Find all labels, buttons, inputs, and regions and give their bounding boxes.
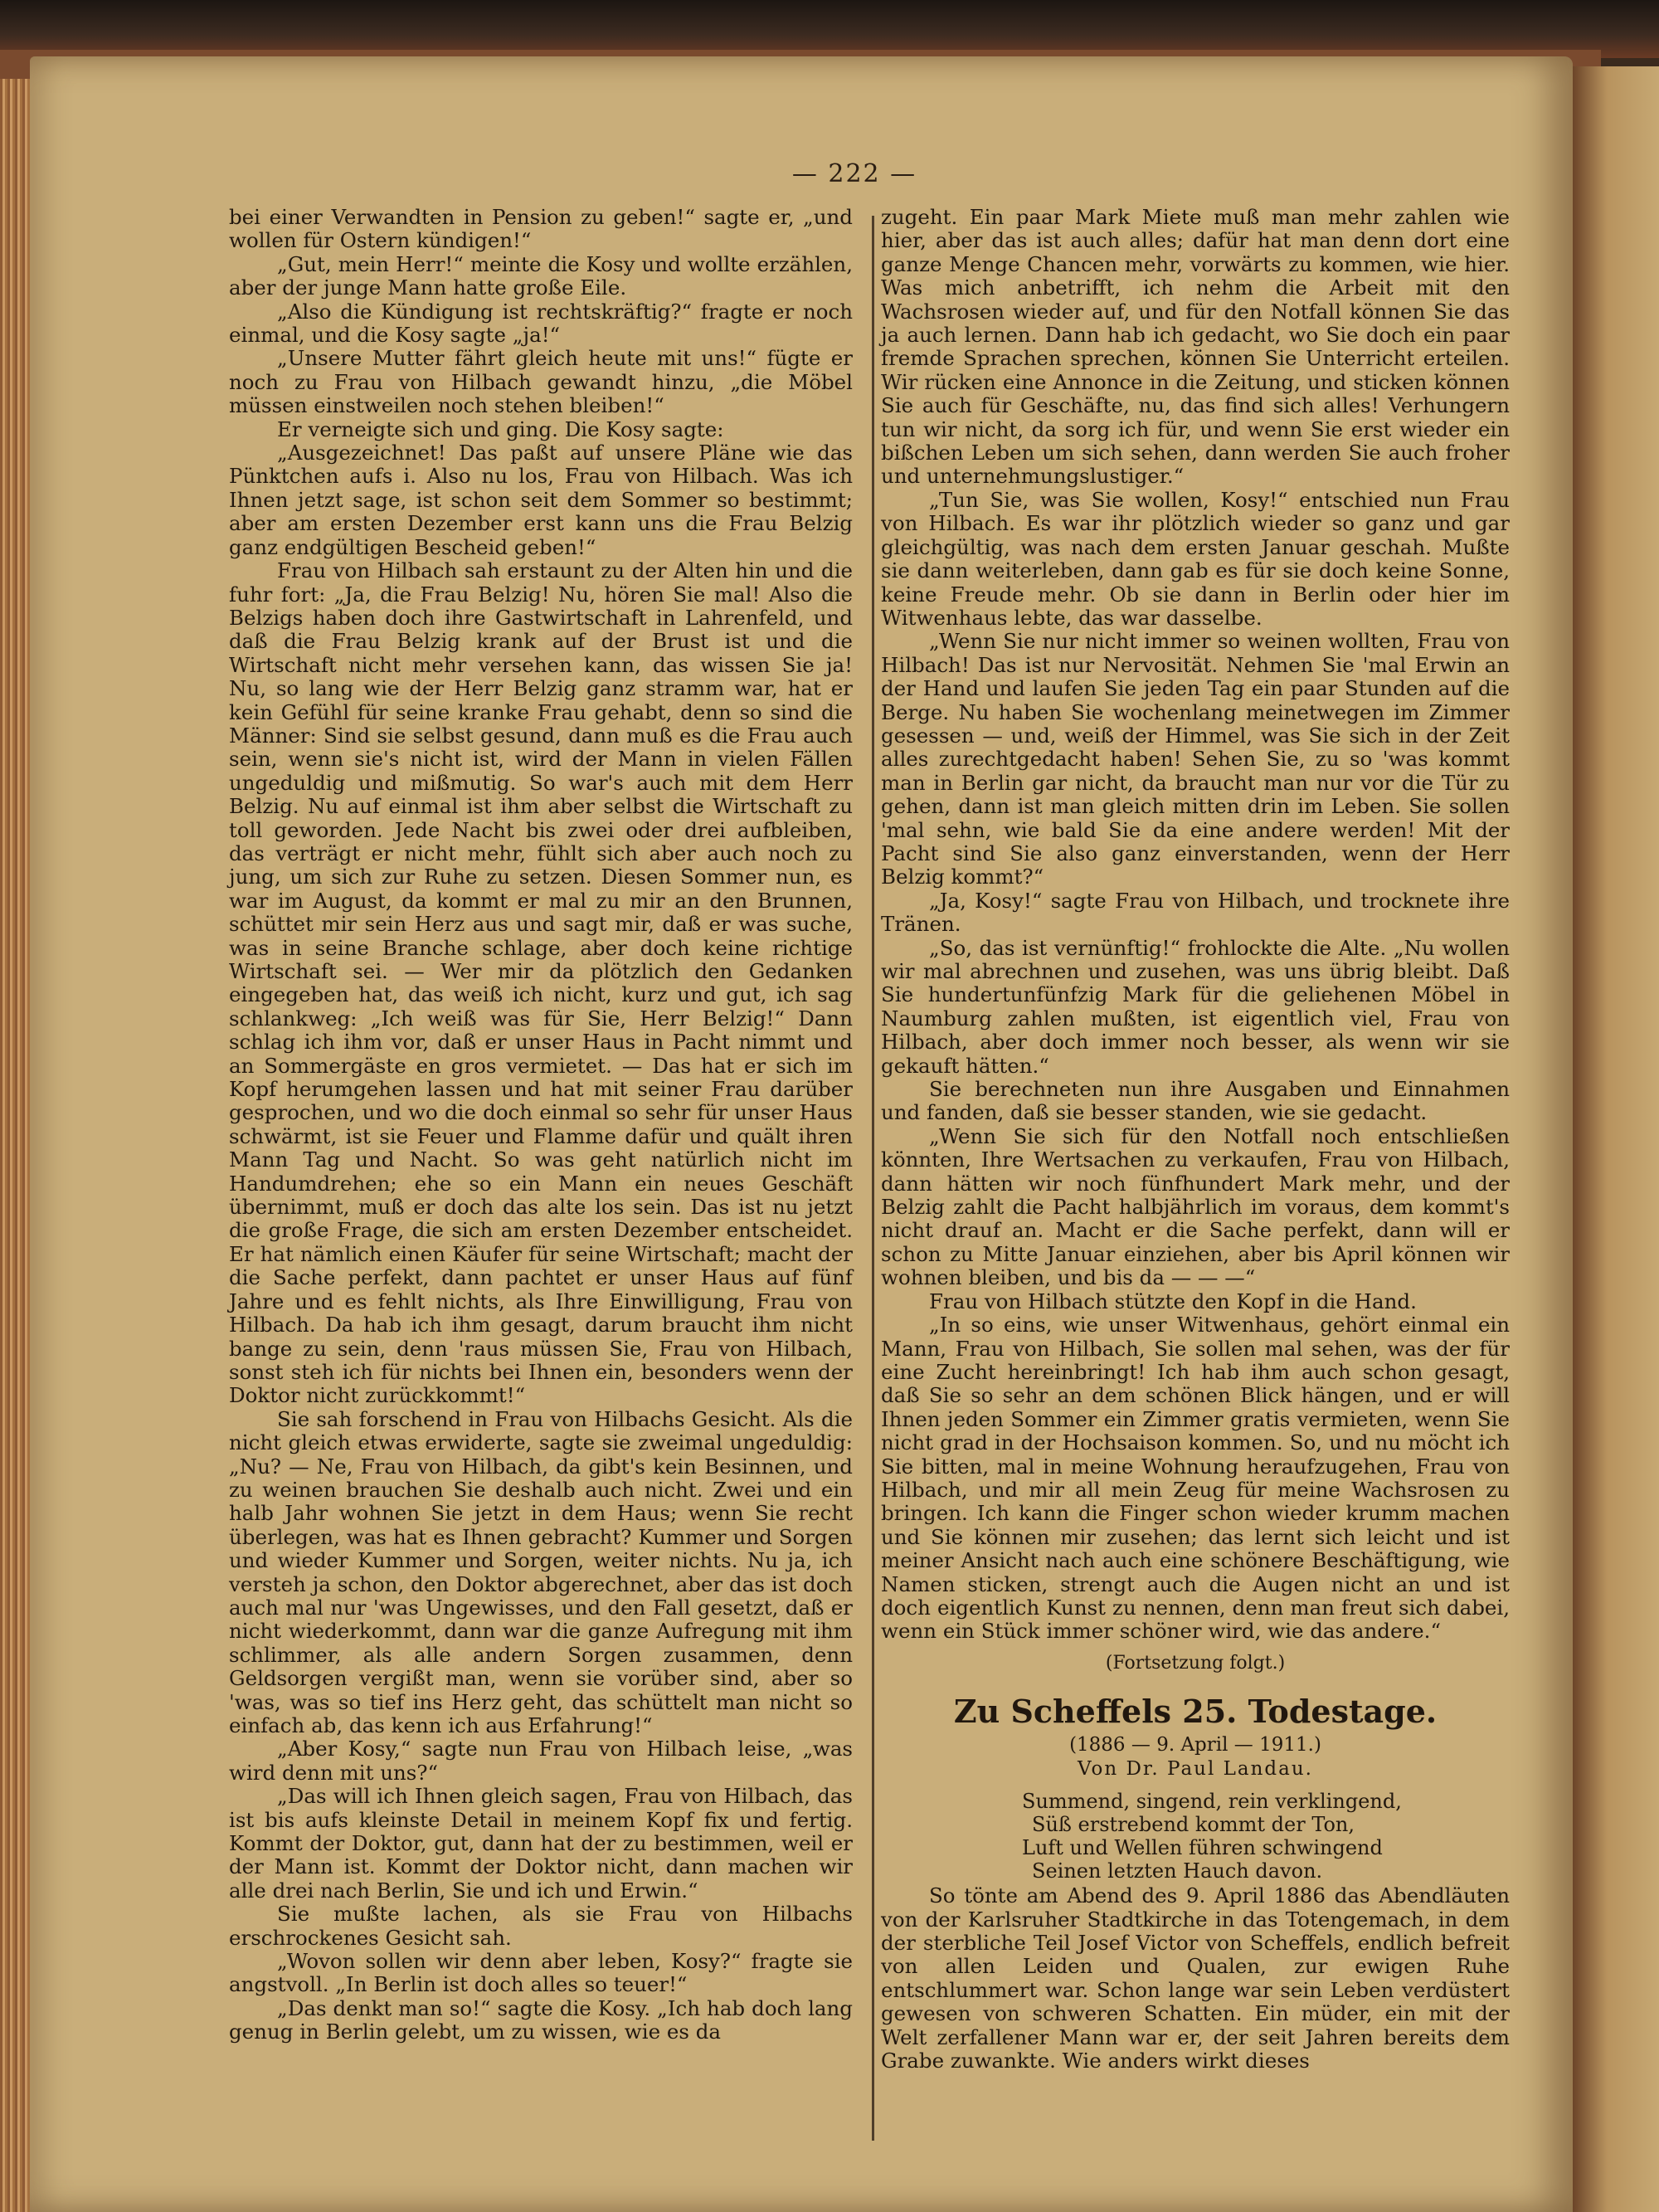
paragraph: So tönte am Abend des 9. April 1886 das Abendläuten von der Karlsruher Stadtkirche in das Totengemach, in dem der sterbliche Teil Josef Victor von Scheffels, endlich befreit von allen Leiden und Qualen, zur ewigen Ruhe entschlummert war. Schon lange war sein Leben verdüstert gewesen von schweren Schatten. Ein müder, ein mit der Welt zerfallener Mann war er, der seit Jahren bereits dem Grabe zuwankte. Wie anders wirkt dieses — [881, 1883, 1510, 2073]
article-dates: (1886 — 9. April — 1911.) — [1069, 1734, 1321, 1756]
continuation-note: (Fortsetzung folgt.) — [1105, 1652, 1286, 1674]
paragraph: bei einer Verwandten in Pension zu geben!“ sagte er, „und wollen für Ostern kündigen!“ — [229, 205, 853, 253]
paragraph: „Gut, mein Herr!“ meinte die Kosy und wollte erzählen, aber der junge Mann hatte große Eile. — [229, 251, 853, 300]
poem-line: Luft und Wellen führen schwingend — [1022, 1836, 1383, 1860]
facing-page-edge — [1573, 66, 1659, 2212]
article-title: Zu Scheffels 25. Todestage. — [953, 1693, 1438, 1731]
paragraph: „Aber Kosy,“ sagte nun Frau von Hilbach leise, „was wird denn mit uns?“ — [229, 1737, 853, 1785]
paragraph: Er verneigte sich und ging. Die Kosy sagte: — [277, 417, 724, 441]
paragraph: „Wovon sollen wir denn aber leben, Kosy?“ fragte sie angstvoll. „In Berlin ist doch alles so teuer!“ — [229, 1949, 853, 1997]
paragraph: Frau von Hilbach stützte den Kopf in die Hand. — [929, 1289, 1417, 1313]
paragraph: Sie berechneten nun ihre Ausgaben und Einnahmen und fanden, daß sie besser standen, wie sie gedacht. — [881, 1077, 1510, 1125]
paragraph: „Das will ich Ihnen gleich sagen, Frau von Hilbach, das ist bis aufs kleinste Detail in meinem Kopf fix und fertig. Kommt der Doktor, gut, dann hat der zu bestimmen, weil er der Mann ist. Kommt der Doktor nicht, dann machen wir alle drei nach Berlin, Sie und ich und Erwin.“ — [229, 1784, 853, 1903]
poem-line: Seinen letzten Hauch davon. — [1032, 1859, 1323, 1883]
paragraph: „So, das ist vernünftig!“ frohlockte die Alte. „Nu wollen wir mal abrechnen und zusehen, was uns übrig bleibt. Daß Sie hundertunfünfzig Mark für die geliehenen Möbel in Naumburg zahlen mußten, ist eigentlich viel, Frau von Hilbach, aber doch immer noch besser, als wenn wir sie gekauft hätten.“ — [881, 935, 1510, 1078]
poem — [1022, 1790, 1510, 1883]
paragraph: „Das denkt man so!“ sagte die Kosy. „Ich hab doch lang genug in Berlin gelebt, um zu wissen, wie es da — [229, 1995, 853, 2044]
paragraph: „Tun Sie, was Sie wollen, Kosy!“ entschied nun Frau von Hilbach. Es war ihr plötzlich wieder so ganz und gar gleichgültig, was nach dem ersten Januar geschah. Mußte sie dann weiterleben, dann gab es für sie doch keine Sonne, keine Freude mehr. Ob sie dann in Berlin oder hier im Witwenhaus lebte, das war dasselbe. — [881, 487, 1510, 630]
paragraph: „Wenn Sie sich für den Notfall noch entschließen könnten, Ihre Wertsachen zu verkaufen, Frau von Hilbach, dann hätten wir noch fünfhundert Mark mehr, und der Belzig zahlt die Pacht halbjährlich im voraus, dem kommt's nicht drauf an. Macht er die Sache perfekt, dann will er schon zu Mitte Januar einziehen, aber bis April können wir wohnen bleiben, und bis da — — —“ — [881, 1123, 1510, 1290]
paragraph: „Unsere Mutter fährt gleich heute mit uns!“ fügte er noch zu Frau von Hilbach gewandt hinzu, „die Möbel müssen einstweilen noch stehen bleiben!“ — [229, 346, 853, 418]
article-author: Von Dr. Paul Landau. — [1078, 1758, 1313, 1781]
paragraph: zugeht. Ein paar Mark Miete muß man mehr zahlen wie hier, aber das ist auch alles; dafür hat man denn dort eine ganze Menge Chancen mehr, vorwärts zu kommen, wie hier. Was mich anbetrifft, ich nehm die Arbeit mit den Wachsrosen wieder auf, und für den Notfall können Sie das ja auch lernen. Dann hab ich gedacht, wo Sie doch ein paar fremde Sprachen sprechen, können Sie Unterricht erteilen. Wir rücken eine Annonce in die Zeitung, und sticken können Sie auch für Geschäfte, nu, das find sich alles! Verhungern tun wir nicht, da sorg ich für, und wenn Sie erst wieder ein bißchen Leben um sich sehen, dann werden Sie auch froher und unternehmungslustiger.“ — [881, 205, 1510, 489]
poem-line: Süß erstrebend kommt der Ton, — [1032, 1813, 1355, 1837]
poem-line: Summend, singend, rein verklingend, — [1022, 1790, 1402, 1814]
paragraph: „Ausgezeichnet! Das paßt auf unsere Pläne wie das Pünktchen aufs i. Also nu los, Frau von Hilbach. Was ich Ihnen jetzt sage, ist schon seit dem Sommer so bestimmt; aber am ersten Dezember erst kann uns die Frau Belzig ganz endgültigen Bescheid geben!“ — [229, 441, 853, 559]
right-column — [881, 206, 1510, 2073]
paragraph: Frau von Hilbach sah erstaunt zu der Alten hin und die fuhr fort: „Ja, die Frau Belzig! Nu, hören Sie mal! Also die Belzigs haben doch ihre Gastwirtschaft in Lahrenfeld, und daß die Frau Belzig krank auf der Brust ist und die Wirtschaft nicht mehr versehen kann, das wissen Sie ja! Nu, so lang wie der Herr Belzig ganz stramm war, hat er kein Gefühl für seine kranke Frau gehabt, denn so sind die Männer: Sind sie selbst gesund, dann muß es die Frau auch sein, wenn sie's nicht ist, wird der Mann in vielen Fällen ungeduldig und mißmutig. So war's auch mit dem Herr Belzig. Nu auf einmal ist ihm aber selbst die Wirtschaft zu toll geworden. Jede Nacht bis zwei oder drei aufbleiben, das verträgt er nicht mehr, fühlt sich aber auch noch zu jung, um sich zur Ruhe zu setzen. Diesen Sommer nun, es war im August, da kommt er mal zu mir an den Brunnen, schüttet mir sein Herz aus und sagt mir, daß er was suche, was in seine Branche schlage, aber doch keine richtige Wirtschaft sei. — Wer mir da plötzlich den Gedanken eingegeben hat, das weiß ich nicht, kurz und gut, ich sag schlankweg: „Ich weiß was für Sie, Herr Belzig!“ Dann schlag ich ihm vor, daß er unser Haus in Pacht nimmt und an Sommergäste en gros vermietet. — Das hat er sich im Kopf herumgehen lassen und hat mit seiner Frau darüber gesprochen, und wo die doch einmal so sehr für unser Haus schwärmt, ist sie Feuer und Flamme dafür und quält ihren Mann Tag und Nacht. So was geht natürlich nicht im Handumdrehen; ehe so ein Mann ein neues Geschäft übernimmt, muß er doch das alte los sein. Das ist nu jetzt die große Frage, die sich am ersten Dezember entscheidet. Er hat nämlich einen Käufer für seine Wirtschaft; macht der die Sache perfekt, dann pachtet er unser Haus auf fünf Jahre und es fehlt nichts, als Ihre Einwilligung, Frau von Hilbach. Da hab ich ihm gesagt, darum braucht ihm nicht bange zu sein, denn 'raus müssen Sie, Frau von Hilbach, sonst steh ich für nichts bei Ihnen ein, besonders wenn der Doktor nicht zurückkommt!“ — [229, 558, 853, 1408]
paragraph: Sie mußte lachen, als sie Frau von Hilbachs erschrockenes Gesicht sah. — [229, 1902, 853, 1950]
paragraph: „Wenn Sie nur nicht immer so weinen wollten, Frau von Hilbach! Das ist nur Nervosität. Nehmen Sie 'mal Erwin an der Hand und laufen Sie jeden Tag ein paar Stunden auf die Berge. Nu haben Sie wochenlang meinetwegen im Zimmer gesessen — und, weiß der Himmel, was Sie sich in der Zeit alles zurechtgedacht haben! Sehen Sie, zu so 'was kommt man in Berlin gar nicht, da braucht man nur vor die Tür zu gehen, dann ist man gleich mitten drin im Leben. Sie sollen 'mal sehn, wie bald Sie da eine andere werden! Mit der Pacht sind Sie also ganz einverstanden, wenn der Herr Belzig kommt?“ — [881, 629, 1510, 889]
paragraph: „Ja, Kosy!“ sagte Frau von Hilbach, und trocknete ihre Tränen. — [881, 888, 1510, 937]
column-divider — [872, 216, 874, 2141]
paragraph: Sie sah forschend in Frau von Hilbachs Gesicht. Als die nicht gleich etwas erwiderte, sagte sie zweimal ungeduldig: „Nu? — Ne, Frau von Hilbach, da gibt's kein Besinnen, und zu weinen brauchen Sie deshalb auch nicht. Zwei und ein halb Jahr wohnen Sie jetzt in dem Haus; wenn Sie recht überlegen, was hat es Ihnen gebracht? Kummer und Sorgen und wieder Kummer und Sorgen, weiter nichts. Nu ja, ich versteh ja schon, den Doktor abgerechnet, aber das ist doch auch mal nur 'was Ungewisses, und den Fall gesetzt, daß er nicht wiederkommt, dann war die ganze Aufregung mit ihm schlimmer, als alle andern Sorgen zusammen, denn Geldsorgen vergißt man, wenn sie vorüber sind, aber so 'was, was so tief ins Herz geht, das schüttelt man nicht so einfach ab, das kenn ich aus Erfahrung!“ — [229, 1406, 853, 1737]
page-stack-edge — [0, 79, 33, 2212]
page-number: — 222 — — [791, 159, 917, 188]
paragraph: „Also die Kündigung ist rechtskräftig?“ fragte er noch einmal, und die Kosy sagte „ja!“ — [229, 299, 853, 348]
paragraph: „In so eins, wie unser Witwenhaus, gehört einmal ein Mann, Frau von Hilbach, Sie sollen mal sehen, was der für eine Zucht hereinbringt! Ich hab ihm auch schon gesagt, daß Sie so sehr an dem schönen Blick hängen, und er will Ihnen jeden Sommer ein Zimmer gratis vermieten, wenn Sie nicht grad in der Hochsaison kommen. So, und nu möcht ich Sie bitten, mal in meine Wohnung heraufzugehen, Frau von Hilbach, und mir all mein Zeug für meine Wachsrosen zu bringen. Ich kann die Finger schon wieder krumm machen und Sie können mir zusehen; das lernt sich leicht und ist meiner Ansicht nach auch eine schönere Beschäftigung, wie Namen sticken, strengt auch die Augen nicht an und ist doch eigentlich Kunst zu nennen, denn man freut sich dabei, wenn ein Stück immer schöner wird, wie das andere.“ — [881, 1313, 1510, 1644]
left-column — [229, 206, 853, 2044]
